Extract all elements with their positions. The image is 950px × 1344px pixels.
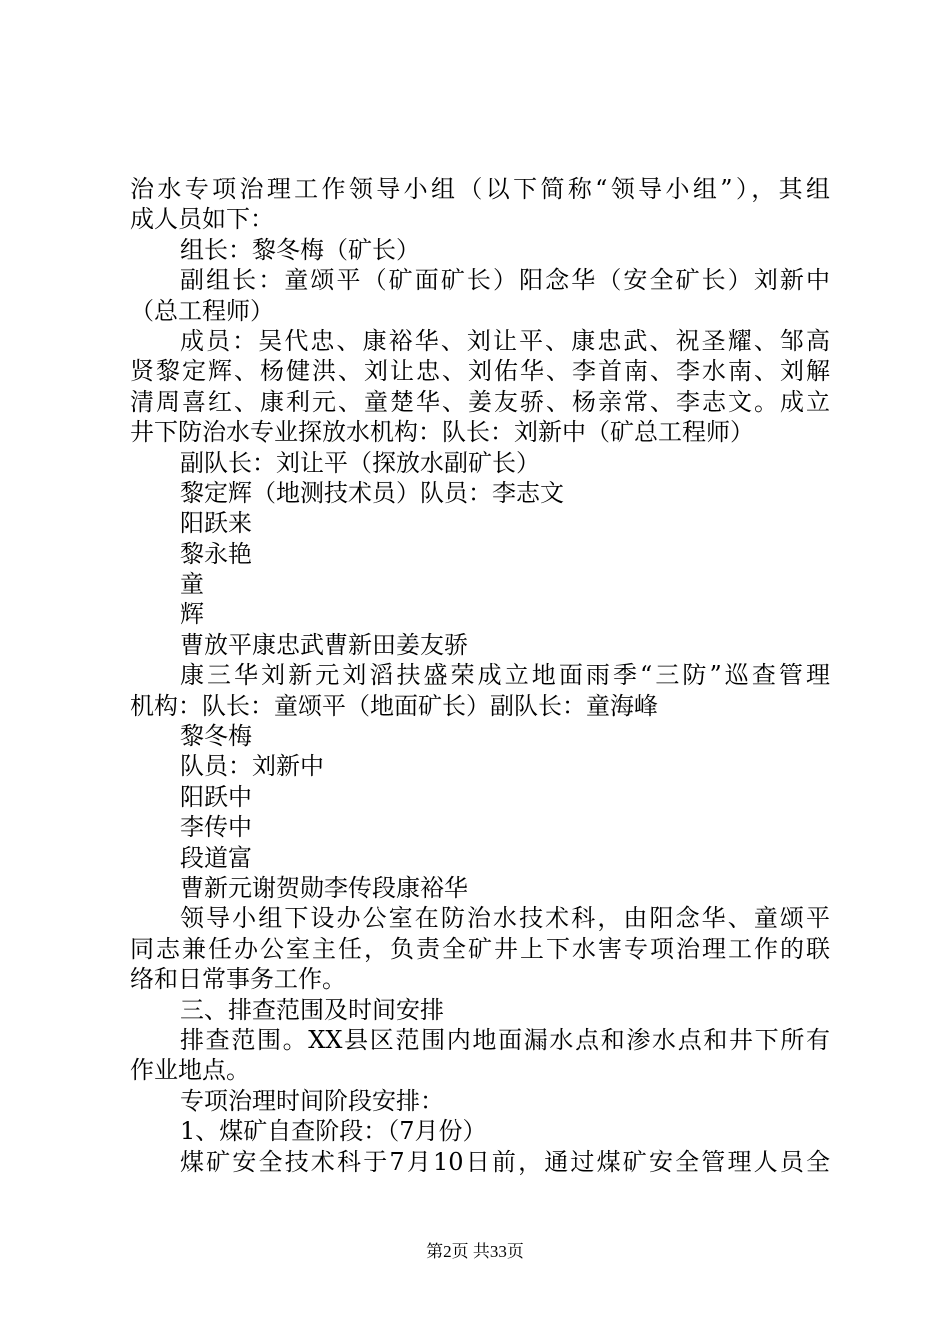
text-line: 专项治理时间阶段安排： xyxy=(180,1086,444,1115)
text-line: 领导小组下设办公室在防治水技术科，由阳念华、童颂平 xyxy=(180,904,830,933)
text-line: （总工程师） xyxy=(130,296,274,325)
text-line: 阳跃来 xyxy=(180,509,252,538)
text-line: 1、煤矿自查阶段：（7月份） xyxy=(180,1117,487,1146)
text-line: 李传中 xyxy=(180,813,252,842)
text-line: 队员：刘新中 xyxy=(180,752,324,781)
text-line: 黎定辉（地测技术员）队员：李志文 xyxy=(180,478,564,507)
text-line: 段道富 xyxy=(180,843,252,872)
text-line: 清周喜红、康利元、童楚华、姜友骄、杨亲常、李志文。成立 xyxy=(130,387,830,416)
text-line: 副队长：刘让平（探放水副矿长） xyxy=(180,448,540,477)
text-line: 成员：吴代忠、康裕华、刘让平、康忠武、祝圣耀、邹高 xyxy=(180,326,830,355)
page-footer: 第2页 共33页 xyxy=(426,1242,524,1261)
text-line: 贤黎定辉、杨健洪、刘让忠、刘佑华、李首南、李水南、刘解 xyxy=(130,357,830,386)
text-line: 井下防治水专业探放水机构：队长：刘新中（矿总工程师） xyxy=(130,418,754,447)
text-line: 辉 xyxy=(180,600,204,629)
text-line: 曹放平康忠武曹新田姜友骄 xyxy=(180,630,468,659)
text-line: 治水专项治理工作领导小组（以下简称“领导小组”），其组 xyxy=(130,175,830,203)
text-line: 童 xyxy=(180,570,204,599)
text-line: 作业地点。 xyxy=(130,1056,250,1085)
text-line: 络和日常事务工作。 xyxy=(130,965,346,994)
text-line: 成人员如下： xyxy=(130,205,274,234)
text-line: 组长：黎冬梅（矿长） xyxy=(180,235,420,264)
text-line: 同志兼任办公室主任，负责全矿井上下水害专项治理工作的联 xyxy=(130,934,830,963)
text-line: 副组长：童颂平（矿面矿长）阳念华（安全矿长）刘新中 xyxy=(180,266,830,295)
document-body xyxy=(130,174,830,1177)
text-line: 黎永艳 xyxy=(180,539,252,568)
text-line: 康三华刘新元刘滔扶盛荣成立地面雨季“三防”巡查管理 xyxy=(180,661,830,690)
text-line: 煤矿安全技术科于7月10日前，通过煤矿安全管理人员全 xyxy=(180,1147,830,1176)
text-line: 阳跃中 xyxy=(180,782,252,811)
text-line: 三、排查范围及时间安排 xyxy=(180,995,444,1024)
text-line: 曹新元谢贺勋李传段康裕华 xyxy=(180,873,468,902)
text-line: 黎冬梅 xyxy=(180,722,252,751)
text-line: 排查范围。XX县区范围内地面漏水点和渗水点和井下所有 xyxy=(180,1025,830,1054)
text-line: 机构：队长：童颂平（地面矿长）副队长：童海峰 xyxy=(130,691,658,720)
